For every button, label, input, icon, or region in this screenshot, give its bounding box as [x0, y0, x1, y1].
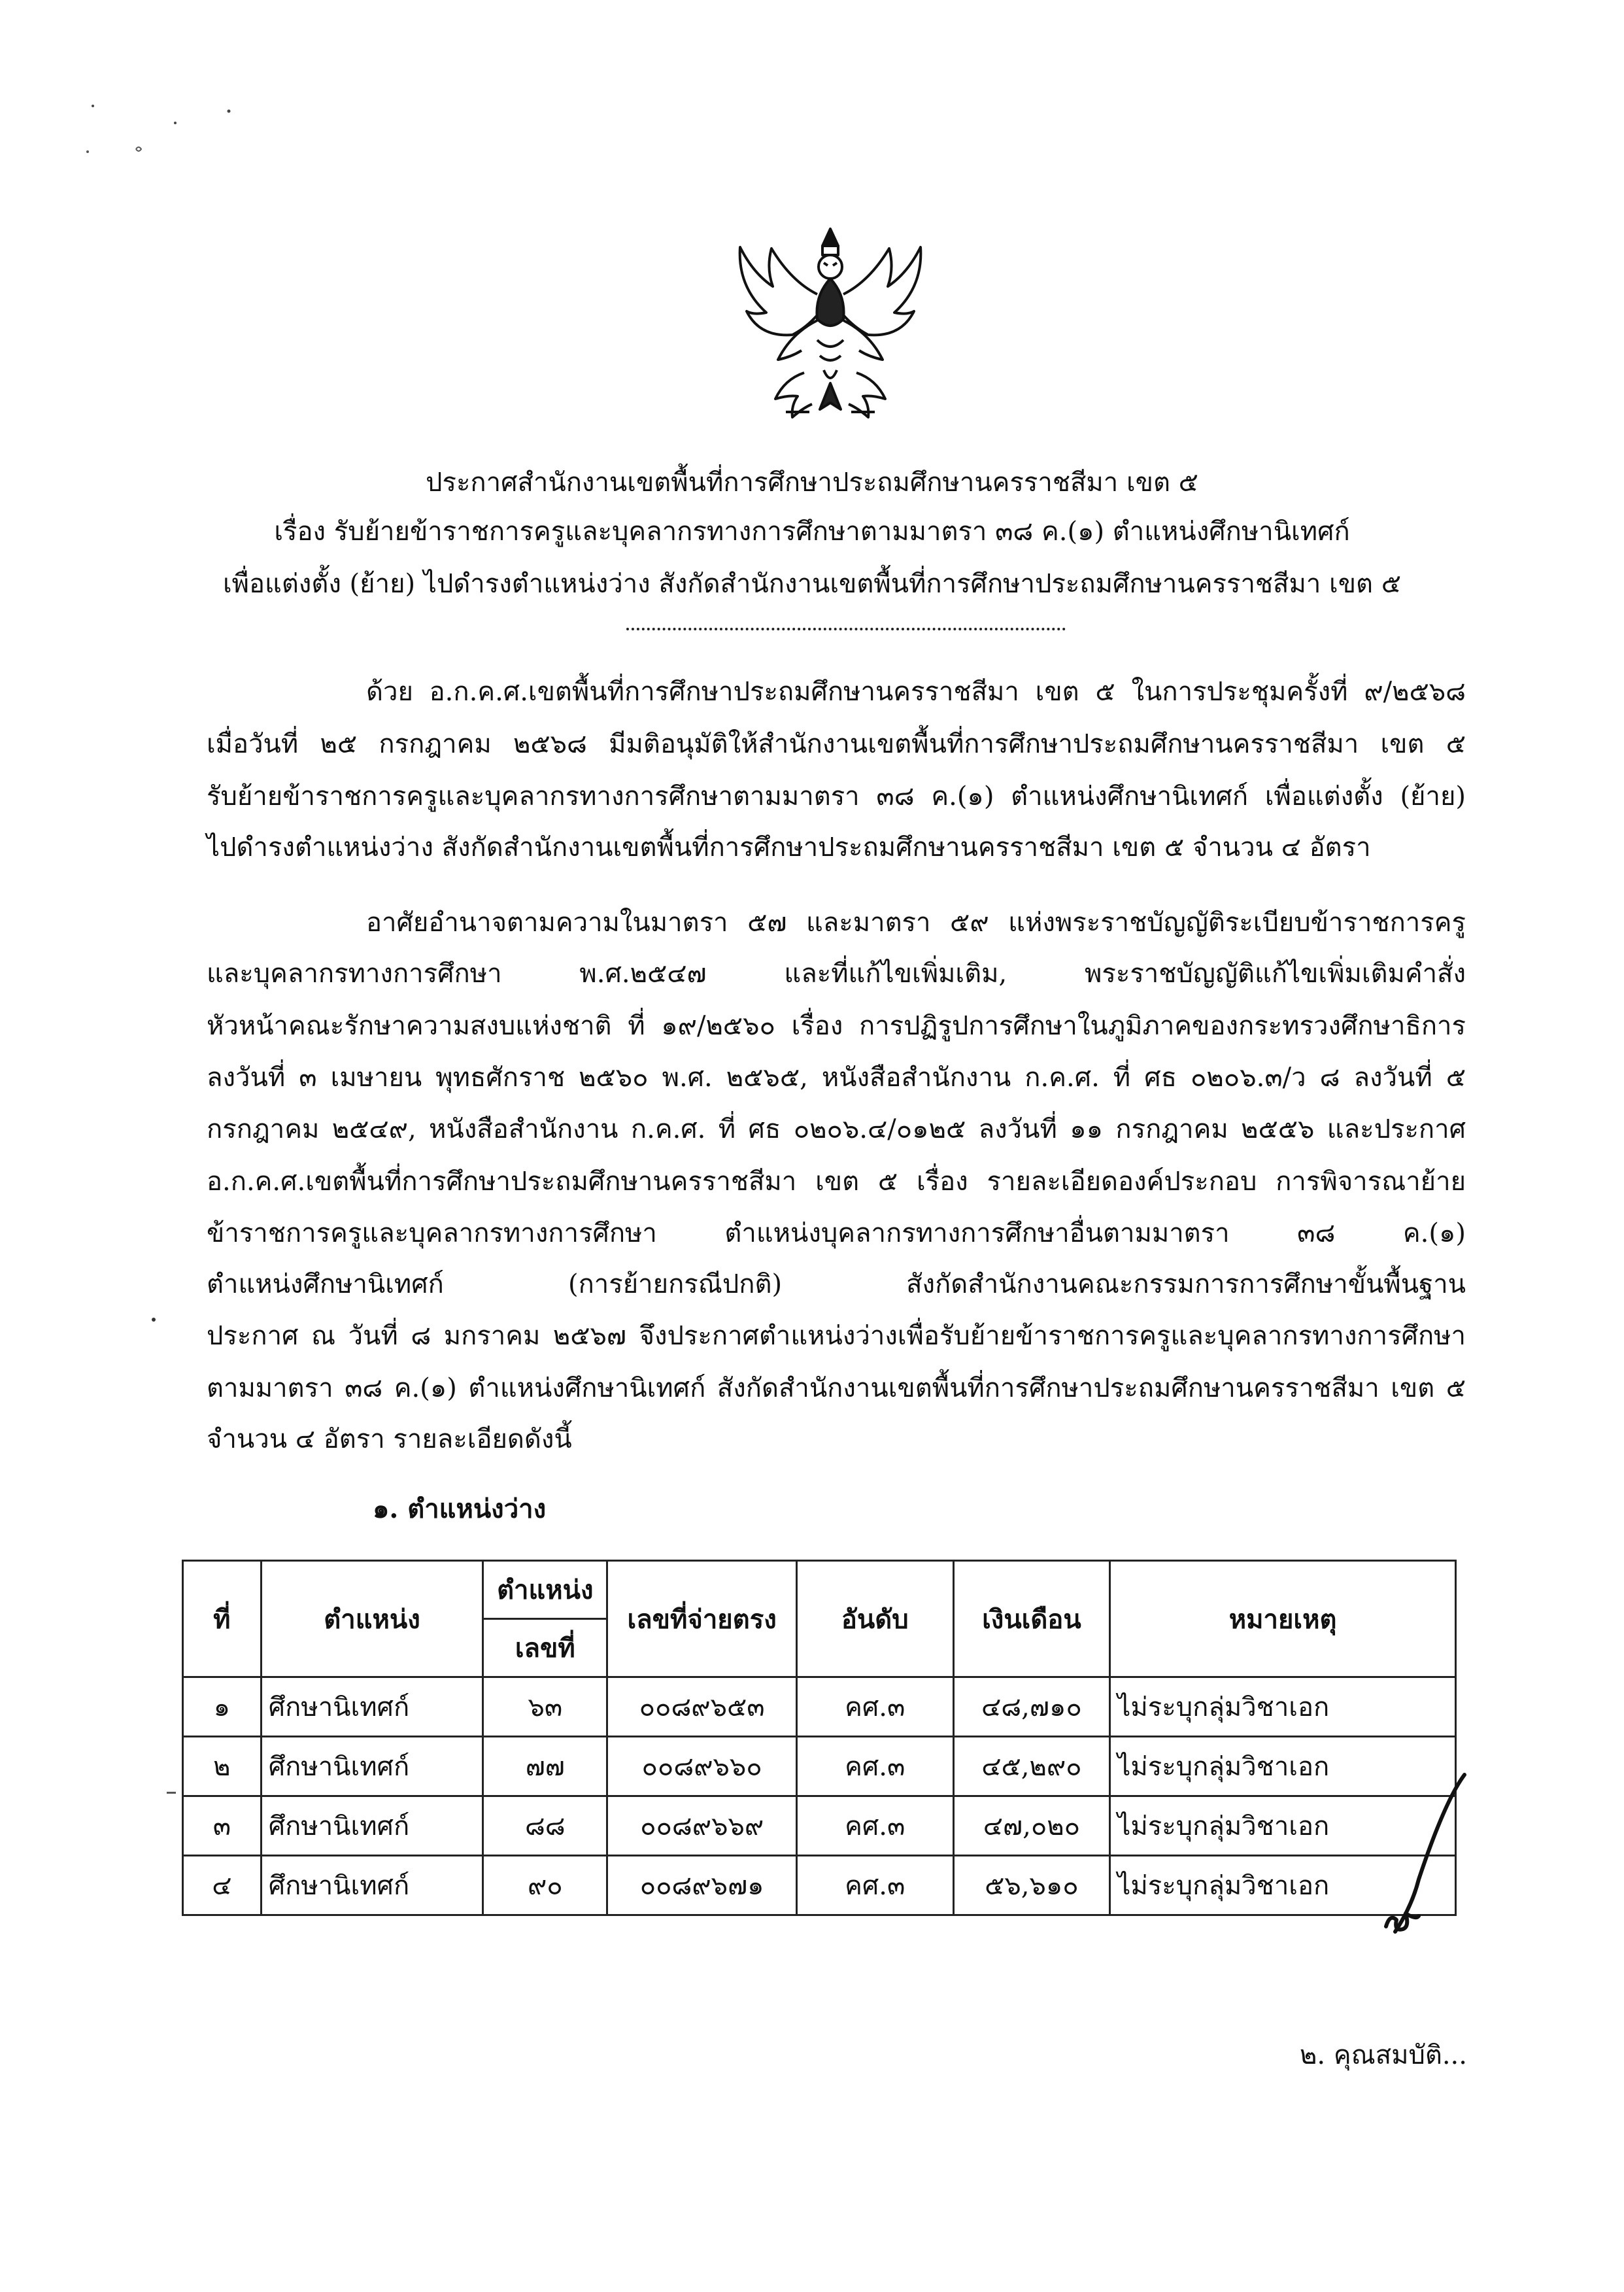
header-no: ที่ [183, 1561, 262, 1677]
scan-mark-dot [152, 1318, 156, 1322]
paragraph-2-line: อ.ก.ค.ศ.เขตพื้นที่การศึกษาประถมศึกษานครราชสีมา เขต ๕ เรื่อง รายละเอียดองค์ประกอบ การพิจารณาย้าย [207, 1167, 1466, 1197]
cell-payment-number: ๐๐๘๙๖๗๑ [607, 1856, 797, 1915]
paragraph-2-line: ข้าราชการครูและบุคลากรทางการศึกษา ตำแหน่งบุคลากรทางการศึกษาอื่นตามมาตรา ๓๘ ค.(๑) [207, 1218, 1466, 1248]
cell-salary: ๕๖,๖๑๐ [953, 1856, 1110, 1915]
scan-speck-marks [78, 98, 248, 177]
cell-payment-number: ๐๐๘๙๖๖๐ [607, 1737, 797, 1796]
cell-salary: ๔๕,๒๙๐ [953, 1737, 1110, 1796]
paragraph-2-line: ลงวันที่ ๓ เมษายน พุทธศักราช ๒๕๖๐ พ.ศ. ๒๕๖๕, หนังสือสำนักงาน ก.ค.ศ. ที่ ศธ ๐๒๐๖.๓/ว ๘ ลงวันที่ ๕ [207, 1063, 1466, 1093]
header-rank: อันดับ [796, 1561, 953, 1677]
section-1-heading: ๑. ตำแหน่งว่าง [373, 1494, 547, 1524]
cell-no: ๒ [183, 1737, 262, 1796]
paragraph-2-line: ตามมาตรา ๓๘ ค.(๑) ตำแหน่งศึกษานิเทศก์ สังกัดสำนักงานเขตพื้นที่การศึกษาประถมศึกษานครราชสีมา เขต ๕ [207, 1373, 1466, 1403]
header-position-number: เลขที่ [483, 1619, 607, 1677]
paragraph-2-line: ตำแหน่งศึกษานิเทศก์ (การย้ายกรณีปกติ) สังกัดสำนักงานคณะกรรมการการศึกษาขั้นพื้นฐาน [207, 1269, 1466, 1299]
cell-remark: ไม่ระบุกลุ่มวิชาเอก [1110, 1677, 1456, 1737]
paragraph-1-line: ไปดำรงตำแหน่งว่าง สังกัดสำนักงานเขตพื้นที่การศึกษาประถมศึกษานครราชสีมา เขต ๕ จำนวน ๔ อัตรา [207, 832, 1371, 863]
paragraph-2-line: และบุคลากรทางการศึกษา พ.ศ.๒๕๔๗ และที่แก้ไขเพิ่มเติม, พระราชบัญญัติแก้ไขเพิ่มเติมคำสั่ง [207, 959, 1466, 989]
cell-remark: ไม่ระบุกลุ่มวิชาเอก [1110, 1856, 1456, 1915]
paragraph-2-line: จำนวน ๔ อัตรา รายละเอียดดังนี้ [207, 1424, 572, 1454]
cell-remark: ไม่ระบุกลุ่มวิชาเอก [1110, 1737, 1456, 1796]
title-dotted-separator [626, 628, 1066, 630]
paragraph-1-line: รับย้ายข้าราชการครูและบุคลากรทางการศึกษาตามมาตรา ๓๘ ค.(๑) ตำแหน่งศึกษานิเทศก์ เพื่อแต่งตั้ง (ย้าย) [207, 781, 1466, 812]
cell-no: ๑ [183, 1677, 262, 1737]
cell-payment-number: ๐๐๘๙๖๖๙ [607, 1796, 797, 1856]
header-position: ตำแหน่ง [261, 1561, 483, 1677]
cell-salary: ๔๗,๐๒๐ [953, 1796, 1110, 1856]
header-remark: หมายเหตุ [1110, 1561, 1456, 1677]
cell-position-number: ๙๐ [483, 1856, 607, 1915]
paragraph-1-line: ด้วย อ.ก.ค.ศ.เขตพื้นที่การศึกษาประถมศึกษานครราชสีมา เขต ๕ ในการประชุมครั้งที่ ๙/๒๕๖๘ [366, 677, 1466, 707]
table-row [183, 1856, 1456, 1915]
signature-initial-icon [1373, 1772, 1471, 1955]
cell-position: ศึกษานิเทศก์ [261, 1677, 483, 1737]
paragraph-2-line: กรกฎาคม ๒๕๔๙, หนังสือสำนักงาน ก.ค.ศ. ที่ ศธ ๐๒๐๖.๔/๐๑๒๕ ลงวันที่ ๑๑ กรกฎาคม ๒๕๕๖ และประกาศ [207, 1114, 1466, 1144]
header-payment-number: เลขที่จ่ายตรง [607, 1561, 797, 1677]
table-row [183, 1737, 1456, 1796]
cell-rank: คศ.๓ [796, 1677, 953, 1737]
paragraph-2-line: ประกาศ ณ วันที่ ๘ มกราคม ๒๕๖๗ จึงประกาศตำแหน่งว่างเพื่อรับย้ายข้าราชการครูและบุคลากรทางการศึกษา [207, 1321, 1466, 1351]
table-row [183, 1796, 1456, 1856]
announcement-title: ประกาศสำนักงานเขตพื้นที่การศึกษาประถมศึกษานครราชสีมา เขต ๕ [426, 468, 1198, 498]
subject-line-1: เรื่อง รับย้ายข้าราชการครูและบุคลากรทางการศึกษาตามมาตรา ๓๘ ค.(๑) ตำแหน่งศึกษานิเทศก์ [274, 517, 1350, 547]
garuda-emblem-icon [726, 216, 935, 432]
table-row [183, 1677, 1456, 1737]
cell-salary: ๔๘,๗๑๐ [953, 1677, 1110, 1737]
cell-position-number: ๘๘ [483, 1796, 607, 1856]
scan-mark-dash [167, 1792, 176, 1794]
vacancy-table [182, 1560, 1457, 1916]
cell-rank: คศ.๓ [796, 1737, 953, 1796]
cell-position-number: ๗๗ [483, 1737, 607, 1796]
paragraph-2-line: หัวหน้าคณะรักษาความสงบแห่งชาติ ที่ ๑๙/๒๕๖๐ เรื่อง การปฏิรูปการศึกษาในภูมิภาคของกระทรวงศึกษาธิการ [207, 1011, 1466, 1041]
cell-no: ๓ [183, 1796, 262, 1856]
header-position-top: ตำแหน่ง [483, 1561, 607, 1619]
next-page-cue: ๒. คุณสมบัติ... [1300, 2040, 1467, 2070]
header-salary: เงินเดือน [953, 1561, 1110, 1677]
paragraph-1-line: เมื่อวันที่ ๒๕ กรกฎาคม ๒๕๖๘ มีมติอนุมัติให้สำนักงานเขตพื้นที่การศึกษาประถมศึกษานครราชสีมา เขต ๕ [207, 729, 1466, 759]
cell-position: ศึกษานิเทศก์ [261, 1796, 483, 1856]
cell-rank: คศ.๓ [796, 1856, 953, 1915]
cell-payment-number: ๐๐๘๙๖๕๓ [607, 1677, 797, 1737]
cell-rank: คศ.๓ [796, 1796, 953, 1856]
cell-position-number: ๖๓ [483, 1677, 607, 1737]
cell-position: ศึกษานิเทศก์ [261, 1856, 483, 1915]
cell-remark: ไม่ระบุกลุ่มวิชาเอก [1110, 1796, 1456, 1856]
cell-position: ศึกษานิเทศก์ [261, 1737, 483, 1796]
subject-line-2: เพื่อแต่งตั้ง (ย้าย) ไปดำรงตำแหน่งว่าง สังกัดสำนักงานเขตพื้นที่การศึกษาประถมศึกษานครราชสีมา เขต ๕ [222, 569, 1401, 599]
paragraph-2-line: อาศัยอำนาจตามความในมาตรา ๕๗ และมาตรา ๕๙ แห่งพระราชบัญญัติระเบียบข้าราชการครู [366, 908, 1466, 938]
cell-no: ๔ [183, 1856, 262, 1915]
